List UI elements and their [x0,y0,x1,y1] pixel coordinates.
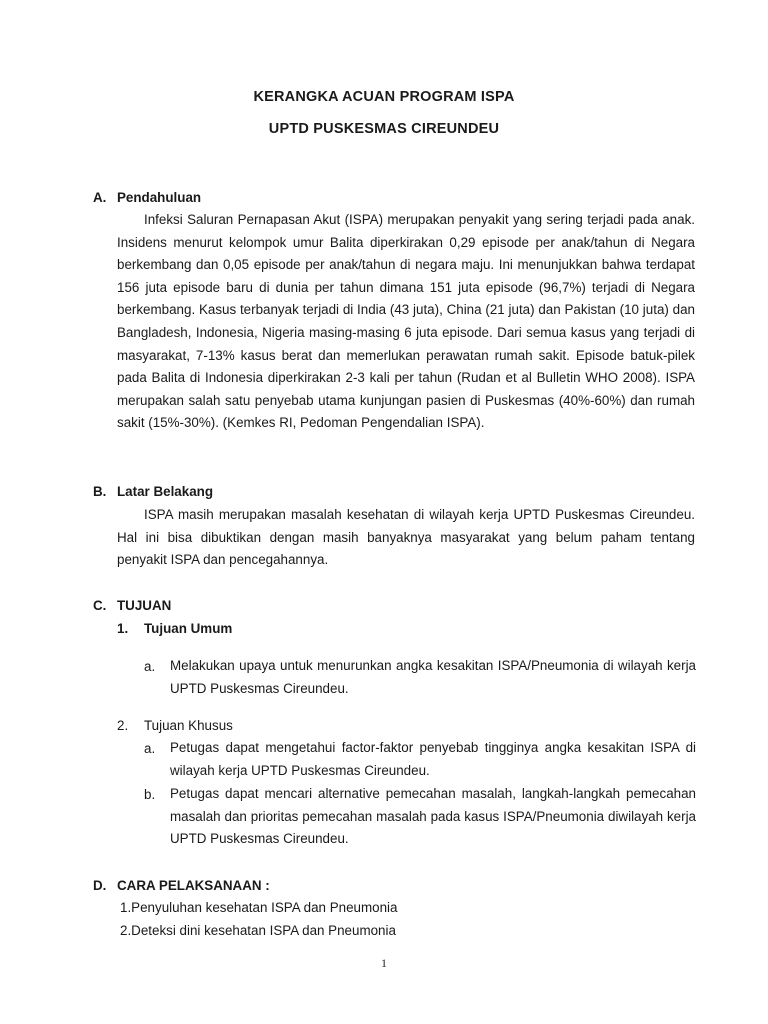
list-marker: a. [144,741,156,756]
section-b-body: ISPA masih merupakan masalah kesehatan di wilayah kerja UPTD Puskesmas Cireundeu. Hal ini bisa dibuktikan dengan masih banyaknya masyarakat yang belum paham tentang penyakit ISPA dan pencegahannya. [117,507,695,568]
section-title: Latar Belakang [117,484,214,499]
subsection-number: 1. [117,621,129,636]
section-title: CARA PELAKSANAAN : [117,878,270,893]
document-title: KERANGKA ACUAN PROGRAM ISPA [253,89,515,105]
section-letter: D. [93,878,107,893]
list-item: 1.Penyuluhan kesehatan ISPA dan Pneumonia [120,900,398,915]
document-subtitle: UPTD PUSKESMAS CIREUNDEU [268,121,500,137]
section-letter: A. [93,190,107,205]
section-title: TUJUAN [117,598,172,613]
section-a-body: Infeksi Saluran Pernapasan Akut (ISPA) merupakan penyakit yang sering terjadi pada anak. Insidens menurut kelompok umur Balita diperkirakan 0,29 episode per anak/tahun di Negara berkembang dan 0,05 episode per anak/tahun di negara maju. Ini menunjukkan bahwa terdapat 156 juta episode baru di dunia per tahun dimana 151 juta episode (96,7%) terjadi di Negara berkembang. Kasus terbanyak terjadi di India (43 juta), China (21 juta) dan Pakistan (10 juta) dan Bangladesh, Indonesia, Nigeria masing-masing 6 juta episode. Dari semua kasus yang terjadi di masyarakat, 7-13% kasus berat dan memerlukan perawatan rumah sakit. Episode batuk-pilek pada Balita di Indonesia diperkirakan 2-3 kali per tahun (Rudan et al Bulletin WHO 2008). ISPA merupakan salah satu penyebab utama kunjungan pasien di Puskesmas (40%-60%) dan rumah sakit (15%-30%). (Kemkes RI, Pedoman Pengendalian ISPA). [117,212,695,431]
list-marker: b. [144,787,156,802]
list-item-text: Petugas dapat mengetahui factor-faktor penyebab tingginya angka kesakitan ISPA di wilayah kerja UPTD Puskesmas Cireundeu. [170,740,696,778]
list-item-text: Melakukan upaya untuk menurunkan angka kesakitan ISPA/Pneumonia di wilayah kerja UPTD Puskesmas Cireundeu. [170,658,696,696]
list-item-text: Petugas dapat mencari alternative pemecahan masalah, langkah-langkah pemecahan masalah dan prioritas pemecahan masalah pada kasus ISPA/Pneumonia diwilayah kerja UPTD Puskesmas Cireundeu. [170,786,696,847]
list-item: 2.Deteksi dini kesehatan ISPA dan Pneumonia [120,923,396,938]
list-marker: a. [144,659,156,674]
section-title: Pendahuluan [117,190,202,205]
subsection-title: Tujuan Khusus [144,718,233,733]
section-letter: B. [93,484,107,499]
subsection-title: Tujuan Umum [144,621,233,636]
subsection-number: 2. [117,718,129,733]
page-number: 1 [381,958,387,970]
section-letter: C. [93,598,107,613]
